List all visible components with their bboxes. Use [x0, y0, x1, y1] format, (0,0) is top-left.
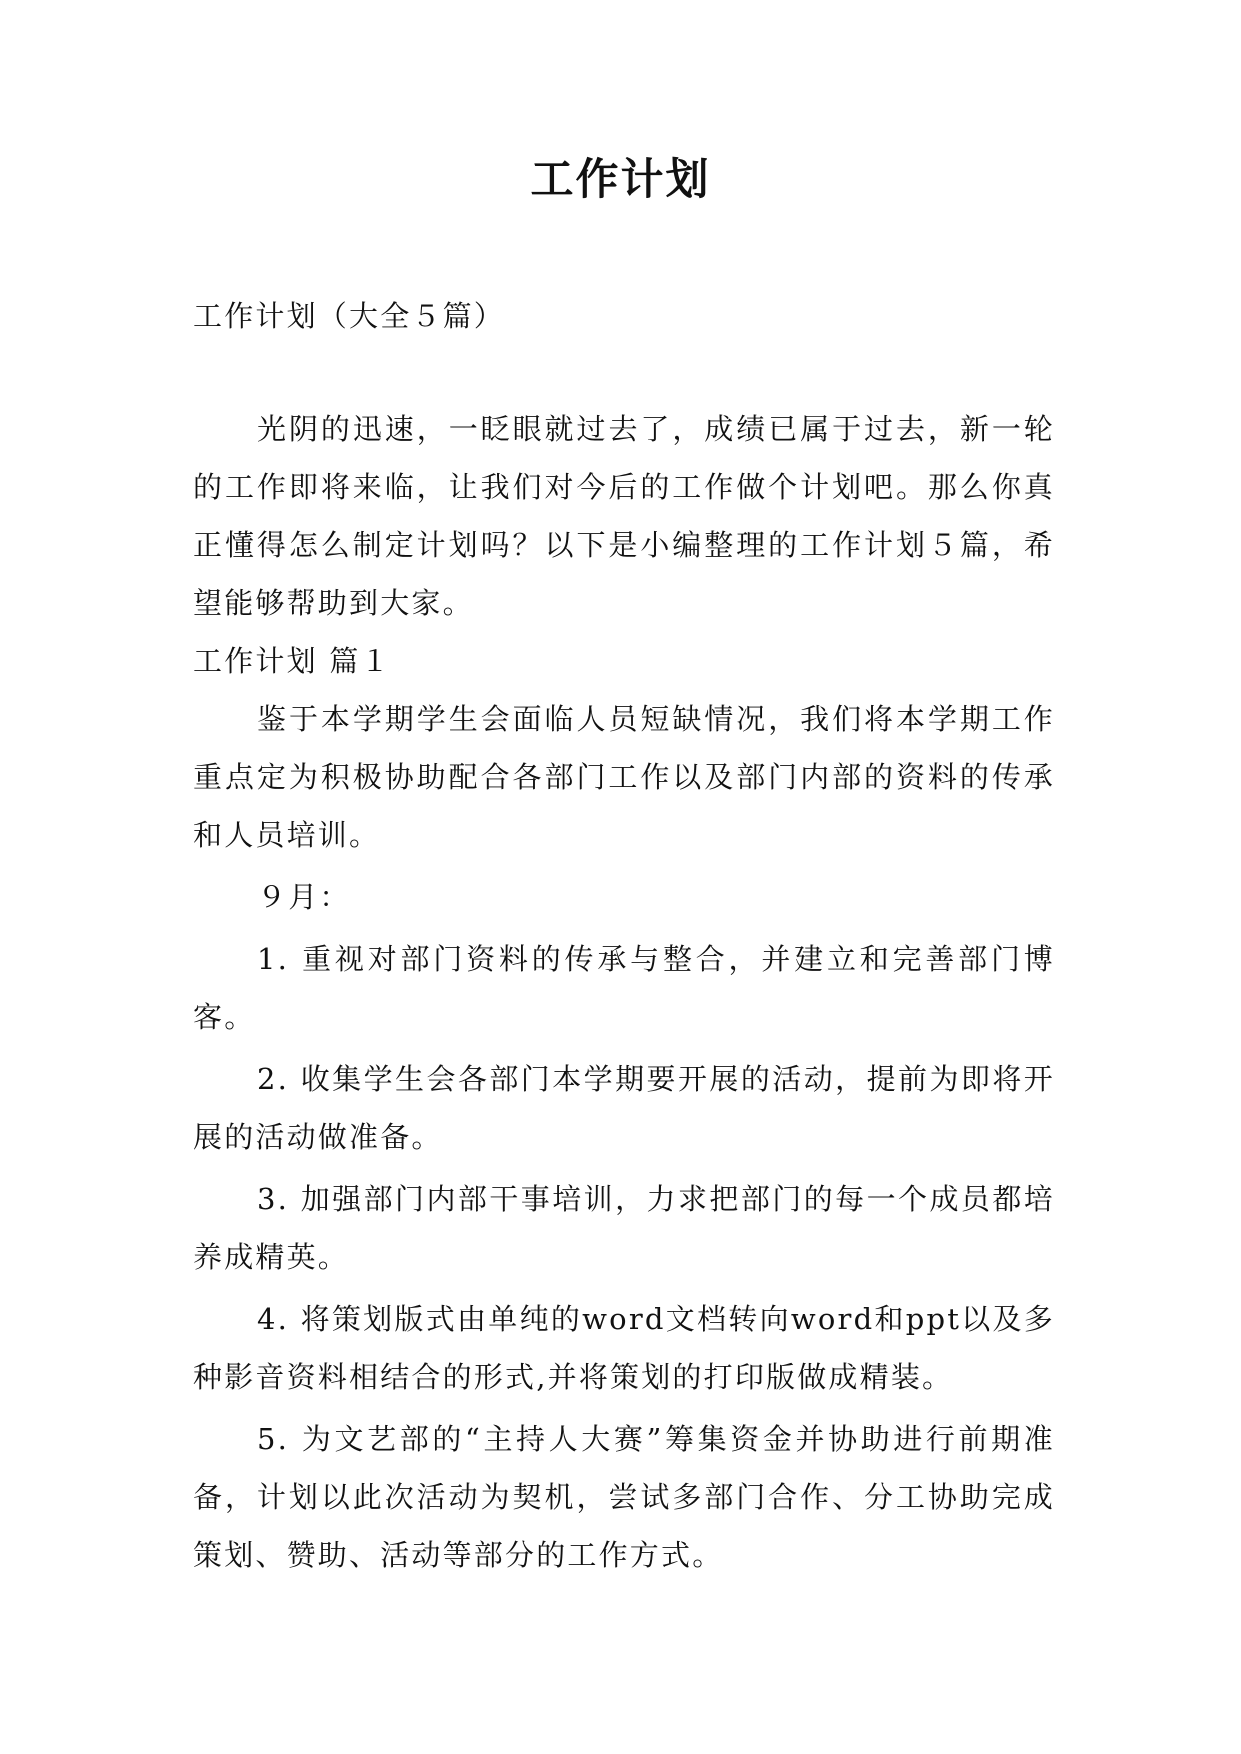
list-item: 4. 将策划版式由单纯的word文档转向word和ppt以及多种影音资料相结合的形式,并将策划的打印版做成精装。 [193, 1302, 1055, 1394]
document-title: 工作计划 [530, 155, 711, 205]
section-heading: 工作计划 篇１ [193, 644, 392, 678]
intro-paragraph: 光阴的迅速，一眨眼就过去了，成绩已属于过去，新一轮的工作即将来临，让我们对今后的工作做个计划吧。那么你真正懂得怎么制定计划吗？以下是小编整理的工作计划５篇，希望能够帮助到大家。 [193, 412, 1055, 620]
document-body [193, 287, 1055, 1584]
list-item: 2. 收集学生会各部门本学期要开展的活动，提前为即将开展的活动做准备。 [193, 1062, 1055, 1154]
list-item: 5. 为文艺部的“主持人大赛”筹集资金并协助进行前期准备，计划以此次活动为契机，尝试多部门合作、分工协助完成策划、赞助、活动等部分的工作方式。 [193, 1422, 1055, 1572]
list-item: 1. 重视对部门资料的传承与整合，并建立和完善部门博客。 [193, 942, 1055, 1034]
section-intro-paragraph: 鉴于本学期学生会面临人员短缺情况，我们将本学期工作重点定为积极协助配合各部门工作以及部门内部的资料的传承和人员培训。 [193, 702, 1055, 852]
month-label: ９月： [257, 880, 351, 914]
document-subtitle: 工作计划（大全５篇） [193, 299, 506, 333]
list-item: 3. 加强部门内部干事培训，力求把部门的每一个成员都培养成精英。 [193, 1182, 1055, 1274]
